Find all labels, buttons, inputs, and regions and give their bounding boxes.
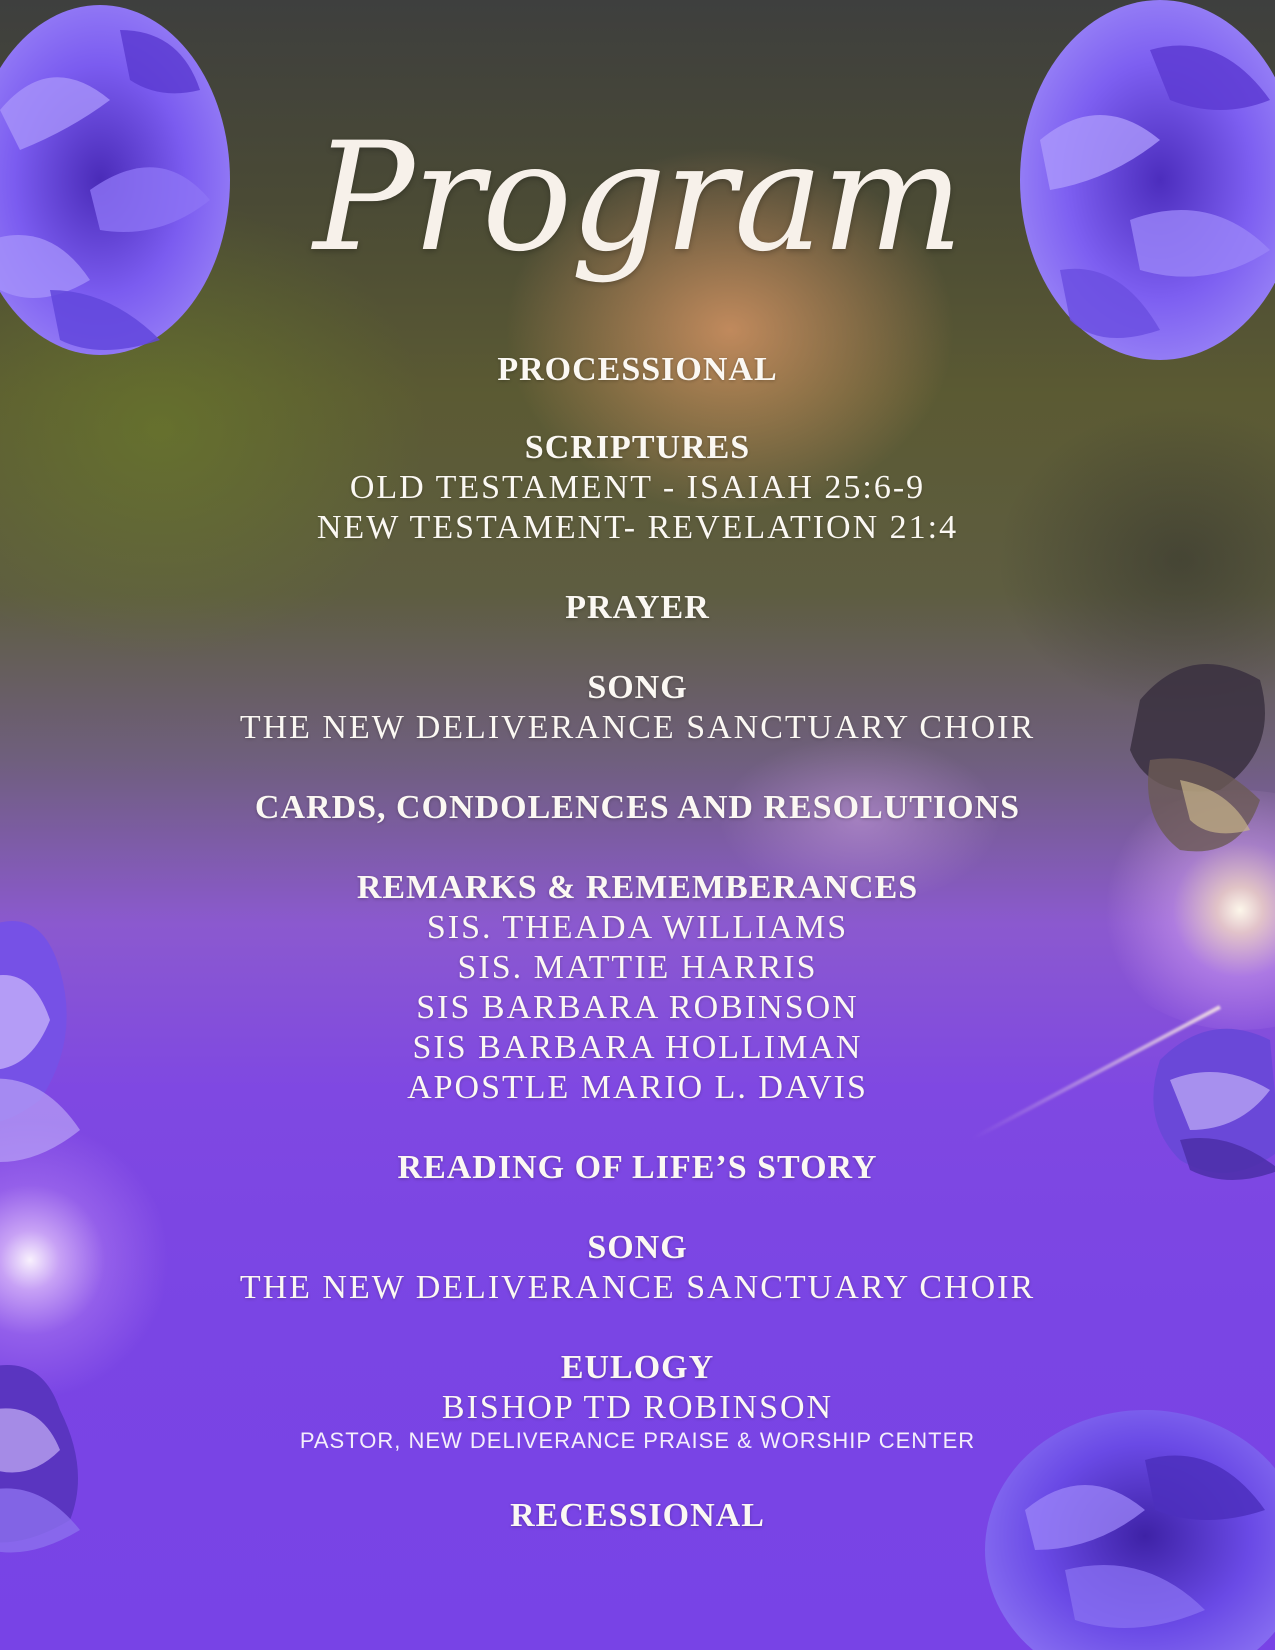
remarks-speaker: SIS. MATTIE HARRIS bbox=[457, 949, 818, 986]
section-scriptures bbox=[0, 428, 1275, 548]
remarks-speaker: SIS. THEADA WILLIAMS bbox=[426, 909, 849, 946]
song-heading: SONG bbox=[587, 669, 688, 706]
section-eulogy bbox=[0, 1348, 1275, 1454]
section-cards bbox=[0, 788, 1275, 828]
remarks-speaker: APOSTLE MARIO L. DAVIS bbox=[407, 1069, 868, 1106]
scriptures-heading: SCRIPTURES bbox=[524, 429, 751, 466]
scripture-line: OLD TESTAMENT - ISAIAH 25:6-9 bbox=[349, 469, 926, 506]
reading-heading: READING OF LIFE’S STORY bbox=[397, 1149, 878, 1186]
eulogy-speaker-title: PASTOR, NEW DELIVERANCE PRAISE & WORSHIP CENTER bbox=[299, 1428, 976, 1453]
song-performer: THE NEW DELIVERANCE SANCTUARY CHOIR bbox=[239, 1269, 1036, 1306]
cards-heading: CARDS, CONDOLENCES AND RESOLUTIONS bbox=[254, 789, 1021, 826]
section-song-2 bbox=[0, 1228, 1275, 1308]
remarks-heading: REMARKS & REMEMBERANCES bbox=[356, 869, 919, 906]
section-remarks bbox=[0, 868, 1275, 1108]
section-prayer bbox=[0, 588, 1275, 628]
song-performer: THE NEW DELIVERANCE SANCTUARY CHOIR bbox=[239, 709, 1036, 746]
section-recessional bbox=[0, 1496, 1275, 1536]
section-processional bbox=[0, 350, 1275, 390]
song-heading: SONG bbox=[587, 1229, 688, 1266]
eulogy-heading: EULOGY bbox=[560, 1349, 715, 1386]
scripture-line: NEW TESTAMENT- REVELATION 21:4 bbox=[316, 509, 959, 546]
processional-heading: PROCESSIONAL bbox=[497, 351, 778, 388]
prayer-heading: PRAYER bbox=[565, 589, 710, 626]
section-song-1 bbox=[0, 668, 1275, 748]
remarks-speaker: SIS BARBARA ROBINSON bbox=[416, 989, 859, 1026]
remarks-speaker: SIS BARBARA HOLLIMAN bbox=[412, 1029, 863, 1066]
page-title: Program bbox=[313, 111, 962, 285]
eulogy-speaker: BISHOP TD ROBINSON bbox=[441, 1389, 834, 1426]
recessional-heading: RECESSIONAL bbox=[510, 1497, 765, 1534]
section-reading bbox=[0, 1148, 1275, 1188]
